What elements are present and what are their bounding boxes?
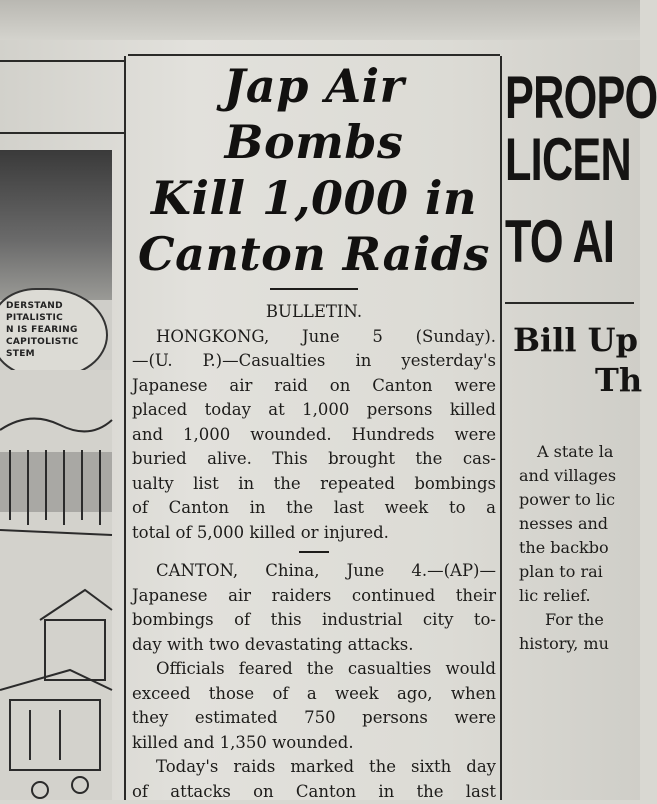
right-headline-line: LICEN	[505, 130, 602, 190]
column-rule-right	[500, 56, 502, 800]
right-text-line: and villages	[505, 464, 640, 488]
top-rule	[128, 54, 500, 56]
bulletin-section	[128, 300, 500, 545]
editorial-cartoon	[0, 150, 112, 800]
column-rule-left	[124, 56, 126, 800]
right-subhead-line: Bill Up	[505, 320, 640, 360]
cartoon-drawing	[0, 370, 112, 800]
story-line: exceed those of a week ago, when	[132, 682, 496, 707]
headline-line: Canton Raids	[128, 226, 500, 282]
bulletin-line: —(U. P.)—Casualties in yesterday's	[132, 349, 496, 374]
story-line: Today's raids marked the sixth day	[132, 755, 496, 780]
right-text-line: lic relief.	[505, 584, 640, 608]
bulletin-line: buried alive. This brought the cas-	[132, 447, 496, 472]
right-text-line: history, mu	[505, 632, 640, 656]
right-text-line: power to lic	[505, 488, 640, 512]
story-line: Officials feared the casualties would	[132, 657, 496, 682]
right-text-line: plan to rai	[505, 560, 640, 584]
main-article	[128, 58, 500, 804]
masthead-strip	[0, 0, 640, 40]
right-text-line: A state la	[505, 440, 640, 464]
article-headline	[128, 58, 500, 282]
cartoon-sky	[0, 150, 112, 300]
story-line: bombings of this industrial city to-	[132, 608, 496, 633]
right-text-line: For the	[505, 608, 640, 632]
bulletin-label: BULLETIN.	[132, 300, 496, 325]
headline-line: Kill 1,000 in	[128, 170, 500, 226]
bulletin-line: placed today at 1,000 persons killed	[132, 398, 496, 423]
left-top-box	[0, 60, 124, 134]
story-line: day with two devastating attacks.	[132, 633, 496, 658]
story-line: of attacks on Canton in the last	[132, 780, 496, 804]
right-text-line: nesses and	[505, 512, 640, 536]
story-section	[128, 559, 500, 804]
section-divider	[299, 551, 329, 553]
bulletin-line: ualty list in the repeated bombings	[132, 472, 496, 497]
headline-divider	[270, 288, 358, 290]
bulletin-line: and 1,000 wounded. Hundreds were	[132, 423, 496, 448]
headline-line: Jap Air Bombs	[128, 58, 500, 170]
bulletin-line: Japanese air raid on Canton were	[132, 374, 496, 399]
right-column-article	[505, 58, 640, 800]
bulletin-line: total of 5,000 killed or injured.	[132, 521, 496, 546]
bulletin-line: HONGKONG, June 5 (Sunday).	[132, 325, 496, 350]
cartoon-speech-bubble	[0, 288, 108, 378]
story-line: Japanese air raiders continued their	[132, 584, 496, 609]
cartoon-caption: DERSTAND PITALISTIC N IS FEARING CAPITOLISTIC STEM	[6, 300, 79, 360]
right-subhead-line: Th	[505, 360, 640, 400]
story-line: they estimated 750 persons were	[132, 706, 496, 731]
right-headline-line: PROPO	[505, 68, 602, 128]
bulletin-line: of Canton in the last week to a	[132, 496, 496, 521]
story-line: killed and 1,350 wounded.	[132, 731, 496, 756]
right-text-line: the backbo	[505, 536, 640, 560]
right-headline-line: TO AI	[505, 212, 602, 272]
story-line: CANTON, China, June 4.—(AP)—	[132, 559, 496, 584]
